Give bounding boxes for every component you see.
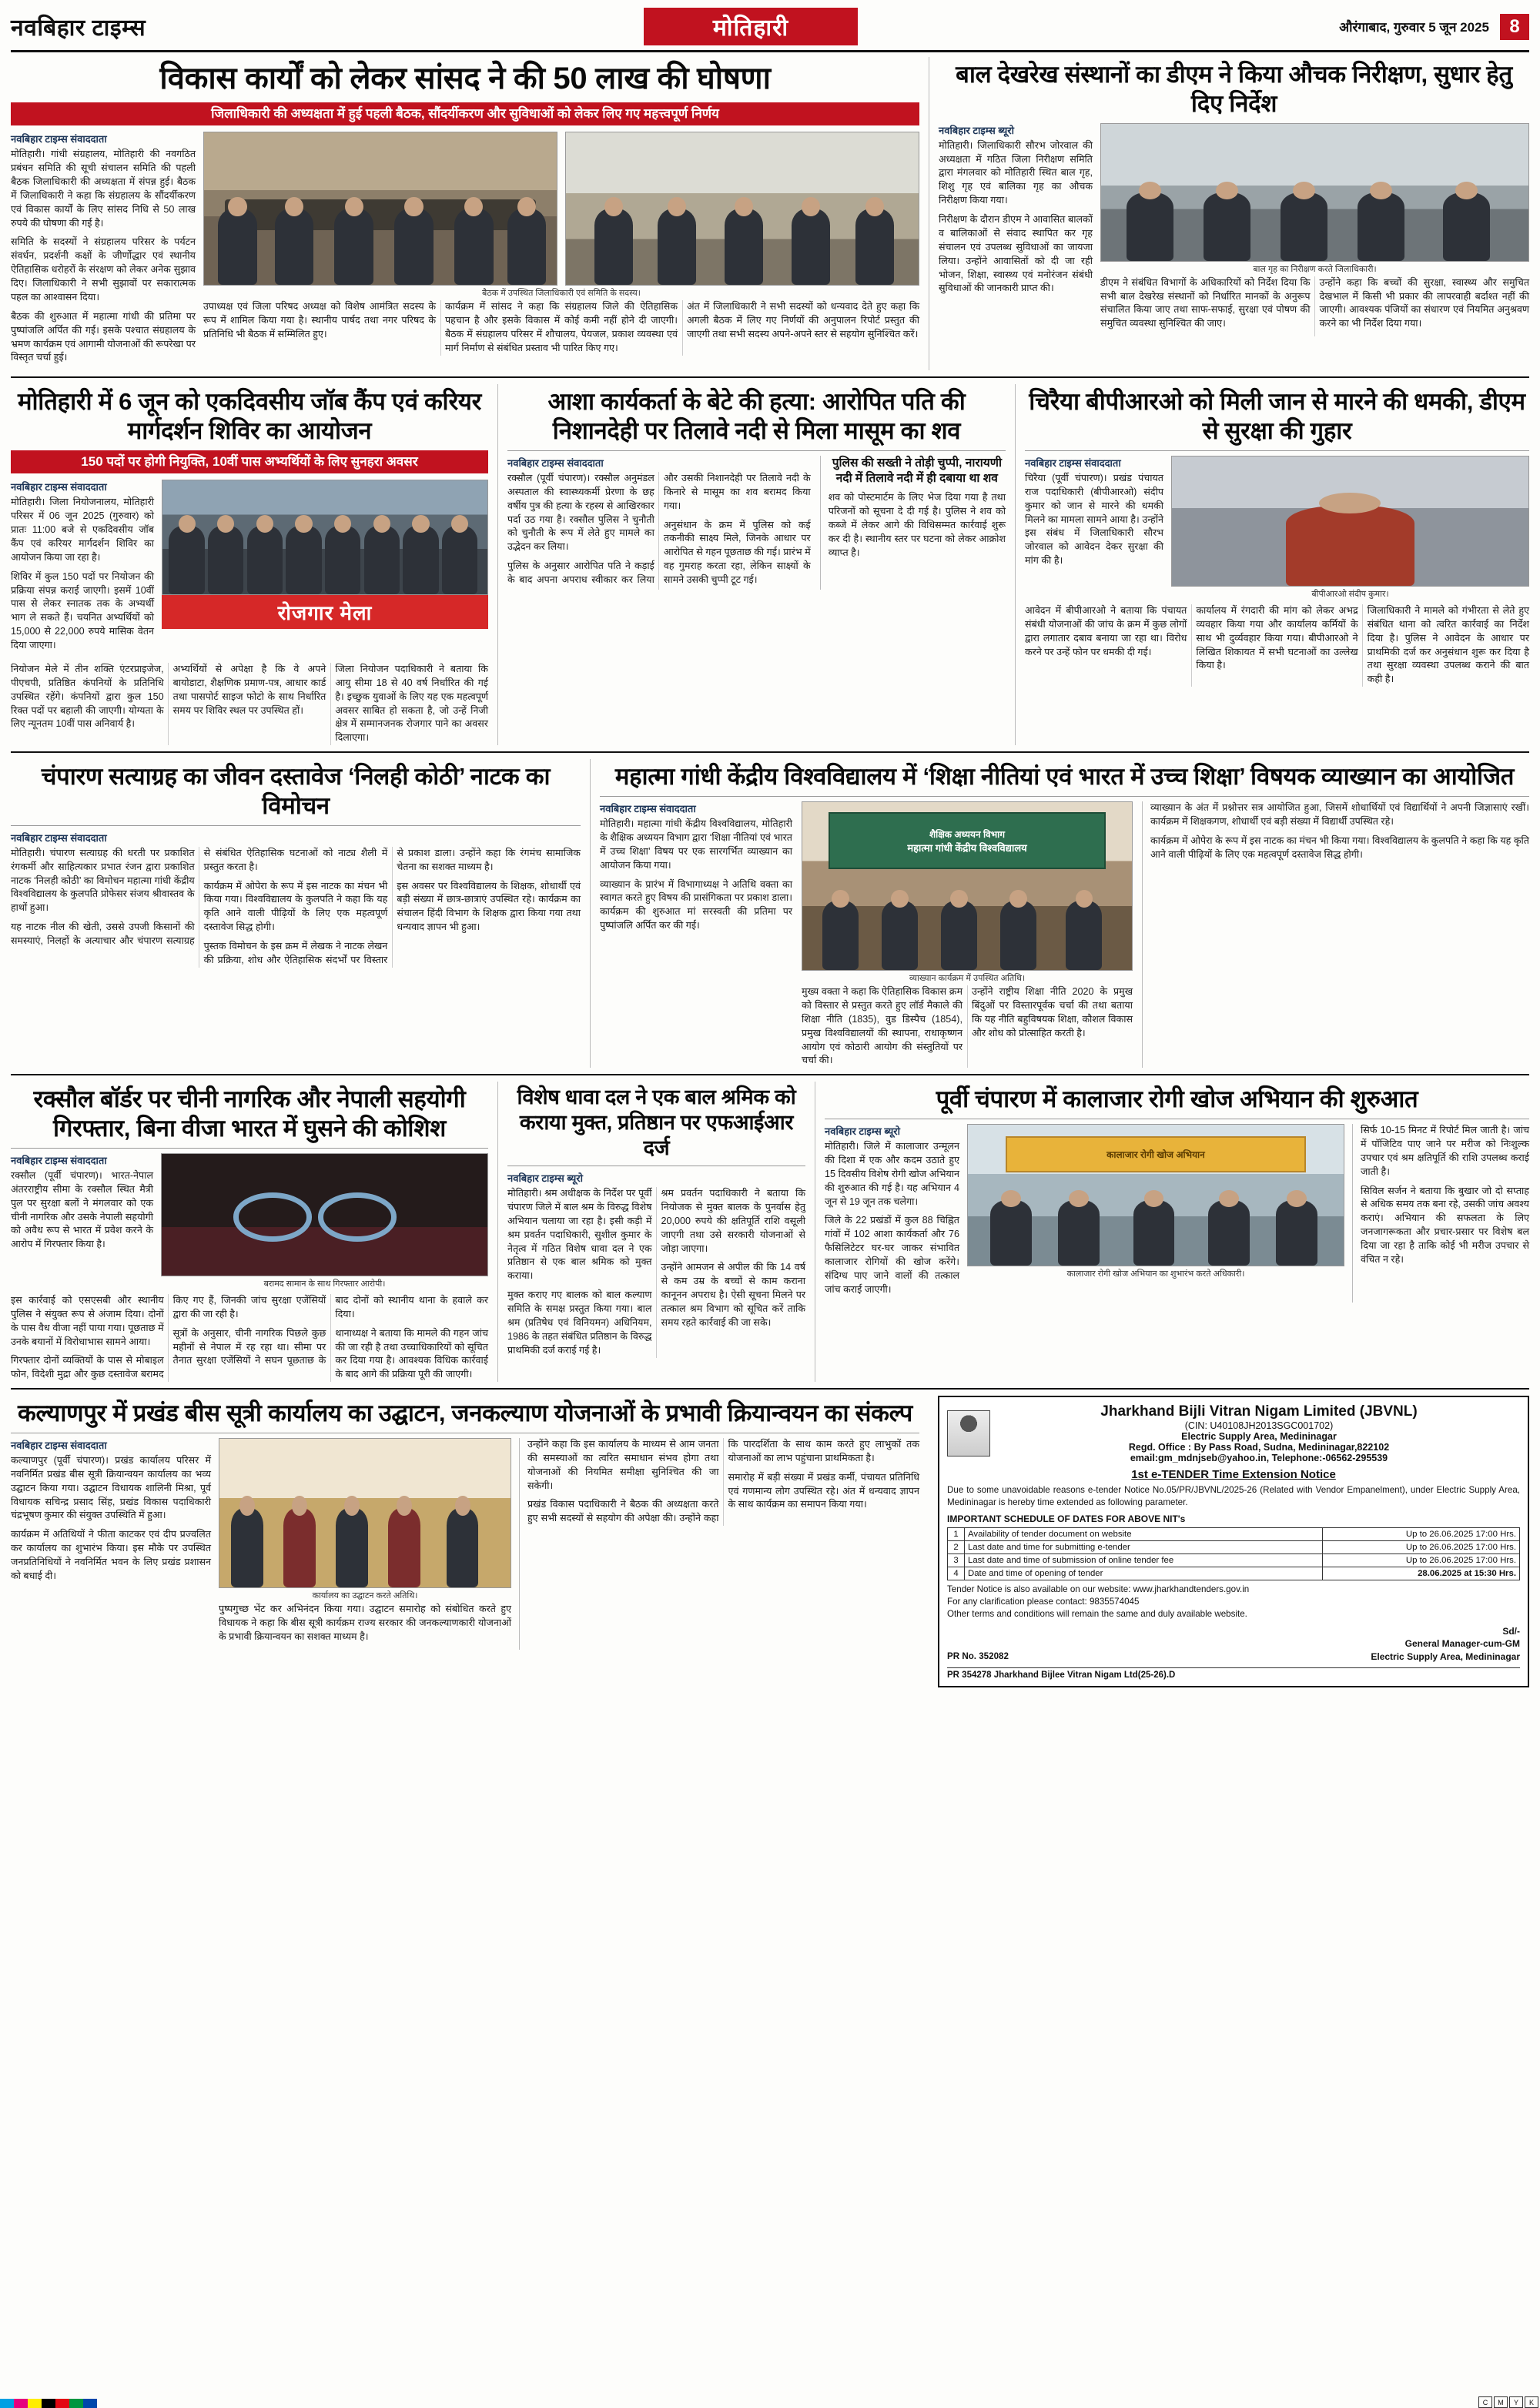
body-a5-rest [1025,604,1529,687]
subheadline-a1-wrap [11,102,919,125]
paragraph: रक्सौल (पूर्वी चंपारण)। रक्सौल अनुमंडल अस्पताल की स्वास्थ्यकर्मी प्रेरणा के छह वर्षीय पुत्र की हत्या के रहस्य से आखिरकार पर्दा उठ गया है। रक्सौल पुलिस ने चुनौती को चुनौती के रूप में लेते हुए मामले का उद्भेदन कर लिया। [507,472,654,553]
banner-line-2: महात्मा गांधी केंद्रीय विश्वविद्यालय [907,841,1027,854]
photo-figures [1172,493,1528,586]
a7-last-col [1142,801,1529,1068]
paragraph: उपाध्यक्ष एवं जिला परिषद अध्यक्ष को विशेष आमंत्रित सदस्य के रूप में शामिल किया गया है। स्थानीय पार्षद तथा नगर परिषद के प्रतिनिधि भी बैठक में सम्मिलित हुए। [203,301,436,339]
paragraph: रक्सौल (पूर्वी चंपारण)। भारत-नेपाल अंतरराष्ट्रीय सीमा के रक्सौल स्थित मैत्री पुल पर सुरक्षा बलों ने मंगलवार को एक चीनी नागरिक और उसके नेपाली सहयोगी को अवैध रूप से भारत में प्रवेश करने के आरोप में गिरफ्तार किया है। [11,1169,153,1250]
paragraph: डीएम ने संबंधित विभागों के अधिकारियों को निर्देश दिया कि सभी बाल देखरेख संस्थानों को निर्धारित मानकों के अनुरूप संचालित किया जाए तथा साफ-सफाई, सुरक्षा एवं पोषण की समुचित व्यवस्था सुनिश्चित की जाए। [1100,276,1311,329]
article-vikas-karya [11,57,919,370]
paragraph: जिला नियोजन पदाधिकारी ने बताया कि आयु सीमा 18 से 40 वर्ष निर्धारित की गई है। इच्छुक युवाओं के लिए यह एक महत्वपूर्ण अवसर साबित हो सकता है, जो उन्हें निजी क्षेत्र में सम्मानजनक रोजगार पाने का अवसर दिलाएगा। [335,663,488,744]
table-row [948,1553,1520,1567]
paragraph: मोतिहारी। श्रम अधीक्षक के निर्देश पर पूर्वी चंपारण जिले में बाल श्रम के विरुद्ध विशेष अभियान चलाया जा रहा है। इसी कड़ी में श्रम प्रवर्तन पदाधिकारी, सुशील कुमार के नेतृत्व में गठित विशेष धावा दल ने एक प्रतिष्ठान से एक बाल श्रमिक को मुक्त कराया। [507,1188,652,1282]
photo-figures [162,515,487,595]
paragraph: कार्यक्रम में अतिथियों ने फीता काटकर एवं दीप प्रज्वलित कर कार्यालय का शुभारंभ किया। इस मौके पर उपस्थित जनप्रतिनिधियों ने नवनिर्मित भवन के लिए प्रखंड प्रशासन को बधाई दी। [11,1529,211,1581]
a4-sidebar [820,456,1006,590]
page-number: 8 [1500,14,1529,40]
paragraph: मोतिहारी। जिलाधिकारी सौरभ जोरवाल की अध्यक्षता में गठित जिला निरीक्षण समिति द्वारा मंगलवार को मोतिहारी स्थित बाल गृह, शिशु गृह एवं बालिका गृह का औचक निरीक्षण किया गया। [939,139,1093,206]
paragraph: उन्होंने कहा कि इस कार्यालय के माध्यम से आम जनता की समस्याओं का त्वरित समाधान संभव होगा तथा योजनाओं की नियमित समीक्षा सुनिश्चित की जा सकेगी। [527,1438,719,1491]
paragraph: सिविल सर्जन ने बताया कि बुखार जो दो सप्ताह से अधिक समय तक बना रहे, उसकी जांच अवश्य कराएं। अभियान की सफलता के लिए जनजागरूकता और प्रचार-प्रसार पर विशेष बल दिया जा रहा है ताकि कोई भी मरीज उपचार से वंचित न रहे। [1361,1185,1529,1265]
paragraph: निरीक्षण के दौरान डीएम ने आवासित बालकों व बालिकाओं से संवाद स्थापित कर गृह संचालन एवं उपलब्ध सुविधाओं का जायजा लिया। उन्होंने आवासितों को दी जा रही भोजन, शिक्षा, स्वास्थ्य एवं मनोरंजन संबंधी सुविधाओं की जानकारी प्राप्त की। [939,214,1093,294]
body-a11-mid [219,1603,511,1644]
paragraph: कार्यक्रम में ओपेरा के रूप में इस नाटक का मंचन भी किया गया। विश्वविद्यालय के कुलपति ने कहा कि यह कृति आने वाली पीढ़ियों के लिए एक महत्वपूर्ण दस्तावेज सिद्ध होगी। [203,880,388,933]
row-description: Date and time of opening of tender [965,1567,1323,1580]
body-a7-mid [802,985,1133,1068]
photo-caption-3: बाल गृह का निरीक्षण करते जिलाधिकारी। [1253,264,1377,274]
a10-side [1352,1124,1529,1303]
paragraph: जिले के 22 प्रखंडों में कुल 88 चिह्नित गांवों में 102 आशा कार्यकर्ता और 76 फैसिलिटेटर घर-घर जाकर संभावित कालाजार रोगियों की खोज करेंगे। संदिग्ध पाए जाने वालों की तत्काल जांच कराई जाएगी। [825,1215,959,1295]
body-a8-rest [11,1294,488,1382]
subheadline-a3: 150 पदों पर होगी नियुक्ति, 10वीं पास अभ्यर्थियों के लिए सुनहरा अवसर [11,450,488,473]
a11-rest [519,1438,919,1650]
headline-a1: विकास कार्यों को लेकर सांसद ने की 50 लाख की घोषणा [159,62,771,95]
kalazar-banner-text: कालाजार रोगी खोज अभियान [1006,1136,1306,1173]
photo-figures [204,196,557,285]
photo-inauguration [219,1438,511,1588]
paragraph: मुख्य वक्ता ने कहा कि ऐतिहासिक विकास क्रम को विस्तार से प्रस्तुत करते हुए लॉर्ड मैकाले की शिक्षा नीति (1835), वुड डिस्पैच (1854), प्रमुख विश्वविद्यालयों की स्थापना, राधाकृष्णन आयोग एवं कोठारी आयोग की संस्तुतियों पर चर्चा की। [802,986,962,1066]
masthead-left [11,8,303,45]
photo-figures [1101,181,1528,260]
paragraph: कार्यालय में रंगदारी की मांग को लेकर अभद्र व्यवहार किया गया और कार्यालय कर्मियों के साथ भी दुर्व्यवहार किया गया। बीपीआरओ ने लिखित शिकायत में सभी घटनाओं का उल्लेख किया है। [1196,604,1358,671]
headline-a10: पूर्वी चंपारण में कालाजार रोगी खोज अभियान की शुरुआत [936,1085,1418,1113]
paragraph: मोतिहारी। जिले में कालाजार उन्मूलन की दिशा में एक और कदम उठाते हुए 15 दिवसीय विशेष रोगी खोज अभियान की शुरुआत की गई है। यह अभियान 4 जून से 19 जून तक चलेगा। [825,1141,959,1207]
row-description: Availability of tender document on website [965,1527,1323,1540]
paragraph: उन्होंने कहा कि बच्चों की सुरक्षा, स्वास्थ्य और समुचित देखभाल में किसी भी प्रकार की लापरवाही बर्दाश्त नहीं की जाएगी। आवश्यक पंजियों का संधारण एवं नियमित अनुश्रवण करने का भी निर्देश दिया गया। [1319,276,1529,329]
photo-figures [219,1495,511,1587]
ad-sign-designation: General Manager-cum-GM [1404,1638,1520,1650]
masthead [11,8,1529,52]
headline-a11: कल्याणपुर में प्रखंड बीस सूत्री कार्यालय का उद्घाटन, जनकल्याण योजनाओं के प्रभावी क्रियान्वयन का संकल्प [18,1400,912,1427]
photo-kalazar-launch [967,1124,1344,1266]
reg-mark-c: C [1478,2396,1492,2408]
row-number: 3 [948,1553,965,1567]
paragraph: व्याख्यान के अंत में प्रश्नोत्तर सत्र आयोजित हुआ, जिसमें शोधार्थियों एवं विद्यार्थियों ने अपनी जिज्ञासाएं रखीं। कार्यक्रम में शिक्षकगण, शोधार्थी एवं बड़ी संख्या में विद्यार्थी उपस्थित रहे। [1150,802,1529,827]
photo-handcuffs [161,1153,488,1276]
band-five [11,1396,1529,1687]
paragraph: पुस्तक विमोचन के इस क्रम में लेखक ने नाटक लेखन की प्रक्रिया, शोध और ऐतिहासिक संदर्भों पर विस्तार से प्रकाश डाला। उन्होंने कहा कि रंगमंच सामाजिक चेतना का सशक्त माध्यम है। [203,847,581,965]
band-two [11,384,1529,745]
ad-footer-ref: PR 354278 Jharkhand Bijlee Vitran Nigam Ltd(25-26).D [947,1670,1176,1680]
article-job-camp [11,384,488,745]
body-a4 [507,472,811,590]
paragraph: इस अवसर पर विश्वविद्यालय के शिक्षक, शोधार्थी एवं बड़ी संख्या में छात्र-छात्राएं उपस्थित रहे। कार्यक्रम का संचालन हिंदी विभाग के शिक्षक द्वारा किया गया तथा धन्यवाद ज्ञापन भी हुआ। [397,880,581,933]
paragraph: शव को पोस्टमार्टम के लिए भेज दिया गया है तथा परिजनों को सूचना दे दी गई है। पुलिस ने शव को कब्जे में लेकर आगे की विधिसम्मत कार्रवाई शुरू कर दी है। स्थानीय स्तर पर घटना को लेकर आक्रोश व्याप्त है। [828,492,1006,558]
newspaper-logo: नवबिहार टाइम्स [11,15,146,41]
headline-a3: मोतिहारी में 6 जून को एकदिवसीय जॉब कैंप एवं करियर मार्गदर्शन शिविर का आयोजन [18,388,481,445]
body-a2-p1 [939,139,1093,296]
article-mgcu-lecture [590,759,1529,1068]
photo-job-fair [162,480,488,595]
body-a1-rest [203,300,919,356]
paragraph: शिविर में कुल 150 पदों पर नियोजन की प्रक्रिया संपन्न कराई जाएगी। इसमें 10वीं पास से लेकर स्नातक तक के अभ्यर्थी भाग ले सकते हैं। चयनित अभ्यर्थियों को 15,000 से 22,000 रुपये मासिक वेतन दिया जाएगा। [11,570,154,651]
photo-caption-8: कालाजार रोगी खोज अभियान का शुभारंभ करते अधिकारी। [1066,1269,1245,1279]
reg-mark-m: M [1494,2396,1508,2408]
ad-notice-title: 1st e-TENDER Time Extension Notice [1131,1468,1336,1482]
ad-sign-sd: Sd/- [1502,1626,1520,1637]
body-a2-rest [1100,276,1529,337]
photo-caption-9: कार्यालय का उद्घाटन करते अतिथि। [312,1590,418,1600]
ad-schedule-table [947,1527,1520,1580]
paragraph: समिति के सदस्यों ने संग्रहालय परिसर के पर्यटन संवर्धन, प्रदर्शनी कक्षों के जीर्णोद्धार एवं स्थानीय ऐतिहासिक धरोहरों के संरक्षण को लेकर अनेक सुझाव दिए। जिलाधिकारी ने सभी सुझावों पर सकारात्मक पहल का आश्वासन दिया। [11,236,196,303]
byline-a9: नवबिहार टाइम्स ब्यूरो [507,1172,583,1185]
headline-a7: महात्मा गांधी केंद्रीय विश्वविद्यालय में ‘शिक्षा नीतियां एवं भारत में उच्च शिक्षा’ विषयक व्याख्यान का आयोजित [614,763,1515,791]
byline-a5: नवबिहार टाइम्स संवाददाता [1025,457,1121,469]
body-a5-p1 [1025,472,1163,568]
paragraph: मोतिहारी। चंपारण सत्याग्रह की धरती पर प्रकाशित रंगकर्मी और साहित्यकार प्रभात रंजन द्वारा प्रकाशित नाटक ‘निलही कोठी’ का विमोचन महात्मा गांधी केंद्रीय विश्वविद्यालय के कुलपति प्रोफेसर संजय श्रीवास्तव के हाथों हुआ। [11,847,195,914]
body-a8-p1 [11,1169,153,1252]
ad-footer [947,1667,1520,1680]
photo-lecture-stage [802,801,1133,971]
paragraph: आवेदन में बीपीआरओ ने बताया कि पंचायत संबंधी योजनाओं की जांच के क्रम में कुछ लोगों द्वारा लगातार दबाव बनाया जा रहा था। विरोध करने पर उन्हें फोन पर धमकी दी गई। [1025,604,1187,657]
divider [11,376,1529,378]
masthead-center [303,8,1198,45]
body-a9 [507,1187,805,1358]
row-number: 2 [948,1540,965,1553]
photo-meeting-2 [565,132,919,286]
byline-a1: नवबिहार टाइम्स संवाददाता [11,133,107,145]
divider [11,751,1529,753]
divider [507,450,1006,451]
photo-meeting-1 [203,132,557,286]
article-child-murder [497,384,1006,745]
banner-line-1: शैक्षिक अध्ययन विभाग [929,828,1006,840]
headline-a9: विशेष धावा दल ने एक बाल श्रमिक को कराया मुक्त, प्रतिष्ठान पर एफआईआर दर्ज [517,1085,796,1160]
row-number: 4 [948,1567,965,1580]
paragraph: अंत में जिलाधिकारी ने सभी सदस्यों को धन्यवाद देते हुए कहा कि अगली बैठक में लिए गए निर्णयों की अनुपालन रिपोर्ट प्रस्तुत की जाएगी तथा सभी सदस्य अपने-अपने स्तर से सहयोग सुनिश्चित करें। [687,301,919,339]
ad-company-name: Jharkhand Bijli Vitran Nigam Limited (JBVNL) [1100,1403,1418,1420]
photo-figures [566,196,919,285]
headline-a5: चिरैया बीपीआरओ को मिली जान से मारने की धमकी, डीएम से सुरक्षा की गुहार [1029,388,1525,445]
ad-cin: (CIN: U40108JH2013SGC001702) [1184,1420,1334,1432]
photo-caption-5: बीपीआरओ संदीप कुमार। [1311,589,1389,599]
paragraph: समारोह में बड़ी संख्या में प्रखंड कर्मी, पंचायत प्रतिनिधि एवं गणमान्य लोग उपस्थित रहे। अंत में धन्यवाद ज्ञापन के साथ कार्यक्रम का समापन किया गया। [728,1471,919,1510]
divider [11,1074,1529,1075]
ad-signature [1371,1625,1520,1663]
headline-a2: बाल देखरेख संस्थानों का डीएम ने किया औचक निरीक्षण, सुधार हेतु दिए निर्देश [956,61,1512,117]
paragraph: पुष्पगुच्छ भेंट कर अभिनंदन किया गया। उद्घाटन समारोह को संबोधित करते हुए विधायक ने कहा कि बीस सूत्री कार्यक्रम राज्य सरकार की जनकल्याणकारी योजनाओं के प्रभावी क्रियान्वयन का सशक्त माध्यम है। [219,1603,511,1642]
article-child-labour [497,1082,805,1382]
paragraph: यह नाटक नील की खेती, उससे उपजी किसानों की समस्याएं, निलहों के अत्याचार और चंपारण सत्याग्रह से संबंधित ऐतिहासिक घटनाओं को नाट्य शैली में प्रस्तुत करता है। [11,847,388,947]
photo-bpro-portrait [1171,456,1529,587]
paragraph: प्रखंड विकास पदाधिकारी ने बैठक की अध्यक्षता करते हुए सभी सदस्यों से सहयोग की अपेक्षा की। उन्होंने कहा कि पारदर्शिता के साथ काम करते हुए लाभुकों तक योजनाओं का लाभ पहुंचाना प्राथमिकता है। [527,1438,919,1524]
ad-box [938,1396,1529,1687]
byline-a6: नवबिहार टाइम्स संवाददाता [11,831,107,844]
paragraph: मुक्त कराए गए बालक को बाल कल्याण समिति के समक्ष प्रस्तुत किया गया। बाल श्रम (प्रतिषेध एवं विनियमन) अधिनियम, 1986 के तहत संबंधित प्रतिष्ठान के विरुद्ध प्राथमिकी दर्ज कराई गई है। [507,1289,652,1356]
row-value: 28.06.2025 at 15:30 Hrs. [1322,1567,1519,1580]
body-a3-p1 [11,496,154,653]
byline-a8: नवबिहार टाइम्स संवाददाता [11,1154,107,1166]
paragraph: गिरफ्तार दोनों व्यक्तियों के पास से मोबाइल फोन, विदेशी मुद्रा और कुछ दस्तावेज बरामद किए गए हैं, जिनकी जांच सुरक्षा एजेंसियों द्वारा की जा रही है। [11,1294,326,1380]
divider [600,796,1529,797]
divider [11,1148,488,1149]
body-a4-side [829,491,1006,560]
print-registration-marks [1478,2396,1538,2408]
band-four [11,1082,1529,1382]
row-value: Up to 26.06.2025 17:00 Hrs. [1322,1527,1519,1540]
paragraph: व्याख्यान के प्रारंभ में विभागाध्यक्ष ने अतिथि वक्ता का स्वागत करते हुए विषय की प्रासंगिकता पर प्रकाश डाला। कार्यक्रम की शुरुआत मां सरस्वती की प्रतिमा पर पुष्पांजलि अर्पित कर की गई। [600,878,792,931]
paragraph: उन्होंने राष्ट्रीय शिक्षा नीति 2020 के प्रमुख बिंदुओं पर विस्तारपूर्वक चर्चा की तथा बताया कि यह नीति बहुविषयक शिक्षा, कौशल विकास और शोध को प्रोत्साहित करती है। [972,986,1133,1038]
ad-regd-office: Regd. Office : By Pass Road, Sudna, Medininagar,822102 [1128,1442,1390,1453]
advertisement-jbvnl [929,1396,1529,1687]
headline-a8: रक्सौल बॉर्डर पर चीनी नागरिक और नेपाली सहयोगी गिरफ्तार, बिना वीजा भारत में घुसने की कोशिश [33,1085,466,1142]
paragraph: अनुसंधान के क्रम में पुलिस को कई तकनीकी साक्ष्य मिले, जिनके आधार पर आरोपित से गहन पूछताछ की गई। प्रारंभ में वह गुमराह करता रहा, लेकिन साक्ष्यों के सामने उसकी चुप्पी टूट गई। [663,519,811,586]
rojgar-mela-banner: रोजगार मेला [162,595,488,629]
byline-a3: नवबिहार टाइम्स संवाददाता [11,481,107,493]
table-row [948,1567,1520,1580]
row-description: Last date and time of submission of online tender fee [965,1553,1323,1567]
paragraph: नियोजन मेले में तीन शक्ति एंटरप्राइजेज, पीएचपी, प्रतिष्ठित कंपनियों के प्रतिनिधि उपस्थित रहेंगे। कंपनियों द्वारा कुल 150 रिक्त पदों पर बहाली की जाएगी। योग्यता के लिए न्यूनतम 10वीं पास अनिवार्य है। [11,663,164,730]
body-a11-p1 [11,1454,211,1584]
ad-body-text: Due to some unavoidable reasons e-tender Notice No.05/PR/JBVNL/2025-26 (Related with Vendor Empanelment), under Electric Supply Area, Medininagar is hereby time extended as following parameter. [947,1485,1520,1508]
byline-a7: नवबिहार टाइम्स संवाददाता [600,803,696,815]
body-a10-rest [1353,1124,1529,1267]
edition-city: मोतिहारी [644,8,858,45]
photo-caption-6: व्याख्यान कार्यक्रम में उपस्थित अतिथि। [909,974,1026,984]
divider [11,1388,1529,1390]
photo-figures [968,1189,1344,1266]
divider [11,825,581,826]
byline-a4: नवबिहार टाइम्स संवाददाता [507,457,604,469]
paragraph: पुलिस के अनुसार आरोपित पति ने कड़ाई के बाद अपना अपराध स्वीकार कर लिया और उसकी निशानदेही पर तिलावे नदी के किनारे से मासूम का शव बरामद किया गया। [507,472,811,586]
jbvnl-emblem-icon [947,1410,990,1457]
body-a3-rest [11,663,488,745]
ad-sign-area: Electric Supply Area, Medininagar [1371,1650,1520,1662]
paragraph: इस कार्रवाई को एसएसबी और स्थानीय पुलिस ने संयुक्त रूप से अंजाम दिया। दोनों के पास वैध वीजा नहीं पाया गया। पूछताछ में उनके बयानों में विरोधाभास सामने आया। [11,1294,164,1347]
body-a6 [11,847,581,968]
row-number: 1 [948,1527,965,1540]
paragraph: जिलाधिकारी ने मामले को गंभीरता से लेते हुए संबंधित थाना को त्वरित कार्रवाई का निर्देश दिया है। पुलिस ने आवेदन के आधार पर प्राथमिकी दर्ज कर अनुसंधान शुरू कर दिया है तथा सुरक्षा व्यवस्था उपलब्ध कराने की बात कही है। [1367,604,1529,685]
paragraph: मोतिहारी। गांधी संग्रहालय, मोतिहारी की नवगठित प्रबंधन समिति की सूची संचालन समिति की पहली बैठक जिलाधिकारी की अध्यक्षता में संपन्न हुई। बैठक में जिलाधिकारी ने कहा कि संग्रहालय के सौंदर्यीकरण एवं विकास कार्यों के लिए सांसद निधि से 50 लाख रुपये की घोषणा की गई है। [11,149,196,229]
row-description: Last date and time for submitting e-tender [965,1540,1323,1553]
paragraph: मोतिहारी। जिला नियोजनालय, मोतिहारी परिसर में 06 जून 2025 (गुरुवार) को प्रातः 11:00 बजे से एकदिवसीय जॉब कैंप एवं करियर मार्गदर्शन शिविर का आयोजन किया जा रहा है। [11,497,154,563]
ad-division: Electric Supply Area, Medininagar [1181,1431,1337,1443]
reg-mark-k: K [1525,2396,1538,2408]
paragraph: कार्यक्रम में सांसद ने कहा कि संग्रहालय जिले की ऐतिहासिक पहचान है और इसके विकास में कोई कमी नहीं होने दी जाएगी। बैठक में संग्रहालय परिसर में शौचालय, पेयजल, प्रकाश व्यवस्था एवं मार्ग निर्माण से संबंधित प्रस्ताव भी पारित किए गए। [445,301,678,353]
paragraph: अभ्यर्थियों से अपेक्षा है कि वे अपने बायोडाटा, शैक्षणिक प्रमाण-पत्र, आधार कार्ड तथा पासपोर्ट साइज फोटो के साथ निर्धारित समय पर शिविर स्थल पर उपस्थित हों। [172,663,326,716]
body-a11-rest [520,1438,919,1526]
article-border-arrest [11,1082,488,1382]
subheadline-a1: जिलाधिकारी की अध्यक्षता में हुई पहली बैठक, सौंदर्यीकरण और सुविधाओं को लेकर लिए गए महत्त्वपूर्ण निर्णय [11,102,919,125]
band-three [11,759,1529,1068]
paragraph: सूत्रों के अनुसार, चीनी नागरिक पिछले कुछ महीनों से नेपाल में रह रहा था। सीमा पर तैनात सुरक्षा एजेंसियों ने सघन पूछताछ के बाद दोनों को स्थानीय थाना के हवाले कर दिया। [172,1294,488,1366]
photo-caption-1: बैठक में उपस्थित जिलाधिकारी एवं समिति के सदस्य। [482,289,641,299]
headline-a4: आशा कार्यकर्ता के बेटे की हत्या: आरोपित पति की निशानदेही पर तिलावे नदी से मिला मासूम का शव [547,388,966,445]
paragraph: कल्याणपुर (पूर्वी चंपारण)। प्रखंड कार्यालय परिसर में नवनिर्मित प्रखंड बीस सूत्री क्रियान्वयन कार्यालय का भव्य उद्घाटन किया गया। उद्घाटन विधायक शालिनी मिश्रा, पूर्व विधायक सचिन्द्र प्रसाद सिंह, प्रखंड विकास पदाधिकारी चंद्रभूषण कुमार की संयुक्त उपस्थिति में हुआ। [11,1454,211,1521]
reg-mark-y: Y [1509,2396,1523,2408]
byline-a10: नवबिहार टाइम्स ब्यूरो [825,1125,900,1138]
byline-a11: नवबिहार टाइम्स संवाददाता [11,1439,107,1451]
band-top [11,57,1529,370]
divider [1025,450,1529,451]
paragraph: कार्यक्रम में ओपेरा के रूप में इस नाटक का मंचन भी किया गया। विश्वविद्यालय के कुलपति ने कहा कि यह कृति आने वाली पीढ़ियों के लिए एक महत्वपूर्ण दस्तावेज सिद्ध होगी। [1150,834,1529,860]
masthead-right [1198,8,1529,45]
body-a7-rest [1143,801,1529,862]
article-bal-dekhrekh [929,57,1529,370]
ad-email-phone: email:gm_mdnjseb@yahoo.in, Telephone:-06562-295539 [1130,1453,1388,1464]
body-a7-p1 [600,818,792,933]
paragraph: श्रम प्रवर्तन पदाधिकारी ने बताया कि नियोजक से मुक्त बालक के पुनर्वास हेतु 20,000 रुपये की क्षतिपूर्ति राशि वसूली जाएगी तथा उसे सरकारी योजनाओं से जोड़ा जाएगा। [661,1188,805,1254]
ad-note-3: Other terms and conditions will remain the same and duly available website. [947,1609,1247,1620]
ad-schedule-title: IMPORTANT SCHEDULE OF DATES FOR ABOVE NIT's [947,1513,1186,1524]
headline-a6: चंपारण सत्याग्रह का जीवन दस्तावेज ‘निलही कोठी’ नाटक का विमोचन [41,763,551,820]
table-row [948,1527,1520,1540]
table-row [948,1540,1520,1553]
ad-note-1: Tender Notice is also available on our website: www.jharkhandtenders.gov.in [947,1584,1250,1594]
article-kalazar [815,1082,1529,1382]
paragraph: सिर्फ 10-15 मिनट में रिपोर्ट मिल जाती है। जांच में पॉजिटिव पाए जाने पर मरीज को निःशुल्क उपचार एवं श्रम क्षतिपूर्ति की राशि उपलब्ध कराई जाती है। [1361,1125,1529,1177]
subheadline-a4: पुलिस की सख्ती ने तोड़ी चुप्पी, नारायणी नदी में तिलावे नदी में ही दबाया था शव [832,456,1002,486]
print-color-bar [0,2399,97,2408]
article-kalyanpur-office [11,1396,919,1687]
article-bpro-threat [1015,384,1529,745]
article-nilahi-kothi [11,759,581,1068]
edition-date: औरंगाबाद, गुरुवार 5 जून 2025 [1339,20,1489,35]
body-a1-p1 [11,148,196,365]
photo-caption-7: बरामद सामान के साथ गिरफ्तार आरोपी। [263,1279,386,1289]
body-a10-p1 [825,1140,959,1297]
photo-inspection [1100,123,1529,262]
row-value: Up to 26.06.2025 17:00 Hrs. [1322,1553,1519,1567]
ad-note-2: For any clarification please contact: 9835574045 [947,1596,1140,1607]
photo-figures [802,889,1132,970]
paragraph: चिरैया (पूर्वी चंपारण)। प्रखंड पंचायत राज पदाधिकारी (बीपीआरओ) संदीप कुमार को जान से मारने की धमकी मिलने का मामला सामने आया है। उन्होंने इस संबंध में जिलाधिकारी सौरभ जोरवाल को आवेदन देकर सुरक्षा की मांग की है। [1025,472,1163,567]
paragraph: उन्होंने आमजन से अपील की कि 14 वर्ष से कम उम्र के बच्चों से काम कराना कानूनन अपराध है। ऐसी सूचना मिलने पर तत्काल श्रम विभाग को सूचित करें ताकि समय रहते कार्रवाई की जा सके। [661,1262,805,1328]
paragraph: मोतिहारी। महात्मा गांधी केंद्रीय विश्वविद्यालय, मोतिहारी के शैक्षिक अध्ययन विभाग द्वारा ‘शिक्षा नीतियां एवं भारत में उच्च शिक्षा’ विषय पर एक सारगर्भित व्याख्यान का आयोजन किया गया। [600,818,792,871]
ad-pr-no: PR No. 352082 [947,1650,1009,1661]
paragraph: थानाध्यक्ष ने बताया कि मामले की गहन जांच की जा रही है तथा उच्चाधिकारियों को सूचित कर दिया गया है। आवश्यक विधिक कार्रवाई के बाद आगे की प्रक्रिया पूरी की जाएगी। [335,1327,488,1380]
paragraph: बैठक की शुरुआत में महात्मा गांधी की प्रतिमा पर पुष्पांजलि अर्पित की गई। इसके पश्चात संग्रहालय के भ्रमण कार्यक्रम एवं आगामी योजनाओं की रूपरेखा पर विस्तृत चर्चा हुई। [11,310,196,363]
row-value: Up to 26.06.2025 17:00 Hrs. [1322,1540,1519,1553]
byline-a2: नवबिहार टाइम्स ब्यूरो [939,124,1014,136]
